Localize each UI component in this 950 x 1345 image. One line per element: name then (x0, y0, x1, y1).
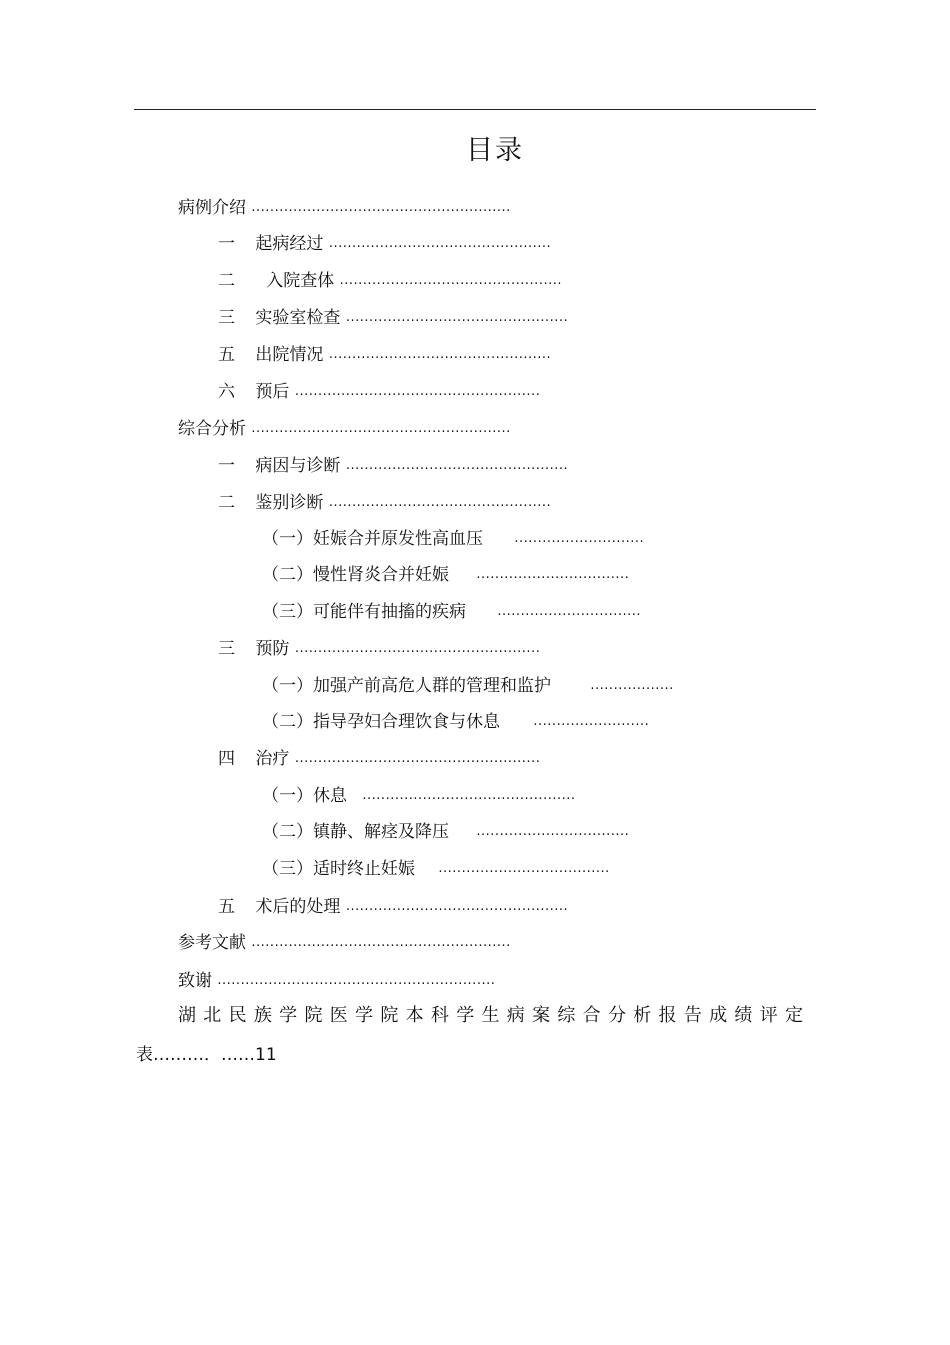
toc-entry[interactable] (262, 821, 629, 843)
page-title: 目录 (466, 135, 524, 166)
entry-text: 妊娠合并原发性高血压 (313, 529, 483, 549)
toc-entry[interactable] (178, 418, 511, 440)
entry-leader: ........................................................ (251, 421, 511, 436)
entry-leader: ............................... (497, 604, 642, 619)
entry-text: 鉴别诊断 (255, 493, 324, 513)
entry-text: 参考文献 (178, 933, 246, 953)
toc-entry[interactable] (218, 381, 540, 403)
entry-number: 三 (218, 639, 235, 659)
entry-leader: ........................................................ (251, 935, 511, 950)
toc-entry-grading-form-page: 表………．……11 (136, 1045, 277, 1065)
toc-entry[interactable] (218, 233, 551, 255)
entry-text: 术后的处理 (255, 897, 341, 917)
entry-number: （一） (262, 786, 313, 806)
toc-entry[interactable] (262, 601, 641, 623)
toc-entry[interactable] (262, 564, 629, 586)
toc-entry[interactable] (262, 675, 674, 697)
entry-leader: ................................. (476, 824, 630, 839)
entry-number: （一） (262, 529, 313, 549)
entry-leader: ............................ (514, 531, 645, 546)
toc-entry[interactable] (178, 970, 495, 992)
entry-text: 实验室检查 (255, 308, 341, 328)
entry-text: 预后 (255, 382, 290, 402)
entry-text: 出院情况 (255, 345, 324, 365)
entry-text: 致谢 (178, 971, 212, 991)
toc-entry[interactable] (218, 307, 568, 329)
toc-entry[interactable] (218, 492, 551, 514)
entry-leader: ..................................................... (294, 641, 541, 656)
entry-leader: .............................................. (362, 788, 576, 803)
entry-text: 治疗 (255, 749, 290, 769)
entry-text: 加强产前高危人群的管理和监护 (313, 676, 551, 696)
entry-text: 综合分析 (178, 419, 246, 439)
entry-text: 起病经过 (255, 234, 324, 254)
toc-entry[interactable] (218, 896, 568, 918)
entry-number: 一 (218, 234, 235, 254)
toc-entry-grading-form[interactable]: 湖北民族学院医学院本科学生病案综合分析报告成绩评定 (178, 1005, 803, 1026)
entry-leader: .................. (590, 678, 674, 693)
toc-entry[interactable] (262, 858, 610, 880)
entry-text: 可能伴有抽搐的疾病 (313, 602, 466, 622)
entry-number: 四 (218, 749, 235, 769)
entry-leader: ................................. (476, 567, 630, 582)
toc-entry[interactable] (178, 932, 511, 954)
entry-number: （二） (262, 822, 313, 842)
toc-entry[interactable] (262, 711, 649, 733)
entry-leader: ................................................ (328, 236, 552, 251)
entry-leader: ............................................................ (217, 973, 496, 988)
entry-leader: ................................................ (345, 458, 569, 473)
entry-text: 预防 (255, 639, 290, 659)
entry-number: 三 (218, 308, 235, 328)
entry-number: （三） (262, 859, 313, 879)
entry-leader: ................................................ (339, 273, 562, 288)
toc-entry[interactable] (218, 455, 568, 477)
entry-text: 慢性肾炎合并妊娠 (313, 565, 449, 585)
toc-entry[interactable] (178, 197, 511, 219)
entry-number: （三） (262, 602, 313, 622)
entry-number: （二） (262, 712, 313, 732)
entry-number: 二 (218, 271, 235, 291)
entry-number: 一 (218, 456, 235, 476)
toc-entry[interactable] (218, 344, 551, 366)
entry-text: 适时终止妊娠 (313, 859, 415, 879)
entry-text: 病例介绍 (178, 198, 246, 218)
entry-number: 五 (218, 897, 235, 917)
entry-leader: ..................................................... (294, 751, 541, 766)
toc-entry[interactable] (218, 638, 540, 660)
entry-text: 休息 (313, 786, 347, 806)
entry-number: 五 (218, 345, 235, 365)
entry-leader: ..................................... (438, 861, 610, 876)
entry-number: 二 (218, 493, 235, 513)
entry-leader: ................................................ (345, 310, 569, 325)
entry-number: （一） (262, 676, 313, 696)
entry-leader: ................................................ (328, 347, 552, 362)
entry-leader: ......................... (533, 714, 650, 729)
entry-text: 入院查体 (255, 271, 335, 291)
entry-number: 六 (218, 382, 235, 402)
toc-entry[interactable] (262, 785, 576, 807)
entry-number: （二） (262, 565, 313, 585)
entry-text: 指导孕妇合理饮食与休息 (313, 712, 500, 732)
entry-text: 镇静、解痉及降压 (313, 822, 449, 842)
entry-leader: ................................................ (345, 899, 569, 914)
toc-entry[interactable] (218, 270, 562, 292)
toc-entry[interactable] (262, 528, 644, 550)
entry-text: 病因与诊断 (255, 456, 341, 476)
entry-leader: ................................................ (328, 495, 552, 510)
entry-leader: ........................................................ (251, 200, 511, 215)
toc-entry[interactable] (218, 748, 540, 770)
entry-leader: ..................................................... (294, 384, 541, 399)
